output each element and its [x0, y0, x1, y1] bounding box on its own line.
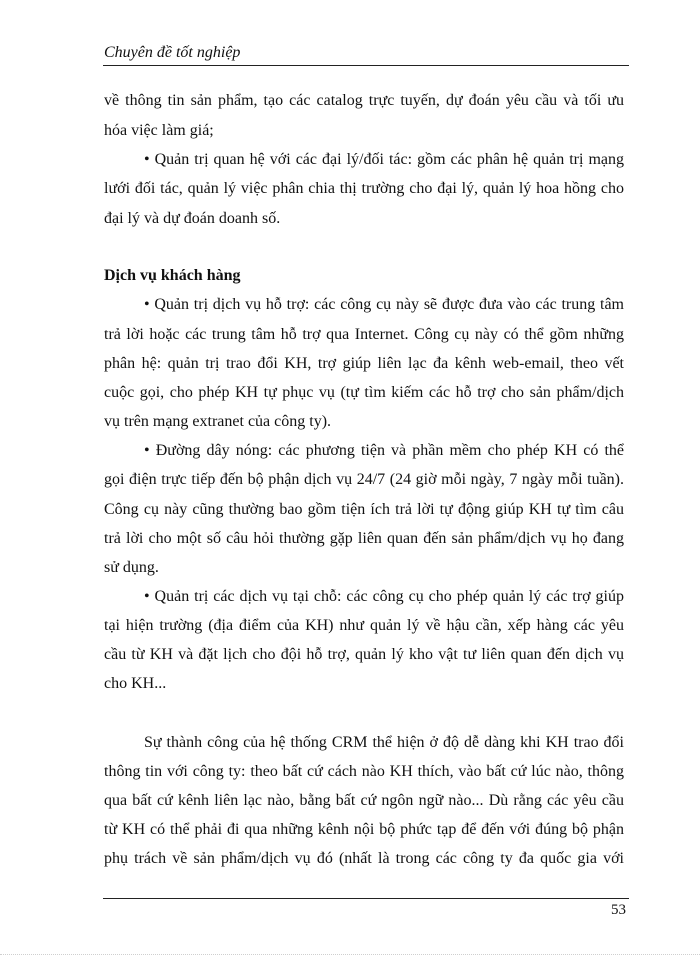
body-line: qua bất cứ kênh liên lạc nào, bằng bất cứ ngôn ngữ nào... Dù rằng các yêu cầu: [104, 792, 624, 809]
body-line: cầu từ KH và đặt lịch cho đội hỗ trợ, quản lý kho vật tư liên quan đến dịch vụ: [104, 646, 624, 663]
body-line: lưới đối tác, quản lý việc phân chia thị trường cho đại lý, quản lý hoa hồng cho: [104, 180, 624, 197]
body-line: tại hiện trường (địa điểm của KH) như quản lý về hậu cần, xếp hàng các yêu: [104, 617, 624, 634]
running-header: Chuyên đề tốt nghiệp: [104, 44, 241, 61]
body-line: gọi điện trực tiếp đến bộ phận dịch vụ 24/7 (24 giờ mỗi ngày, 7 ngày mỗi tuần).: [104, 471, 624, 488]
body-line: Công cụ này cũng thường bao gồm tiện ích trả lời tự động giúp KH tự tìm câu: [104, 501, 624, 518]
bullet-item-hotline: • Đường dây nóng: các phương tiện và phần mềm cho phép KH có thể: [144, 442, 624, 459]
footer-divider: [103, 898, 629, 899]
body-line: trả lời cho một số câu hỏi thường gặp liên quan đến sản phẩm/dịch vụ họ đang: [104, 530, 624, 547]
header-divider: [103, 65, 629, 66]
bullet-item-support: • Quản trị dịch vụ hỗ trợ: các công cụ này sẽ được đưa vào các trung tâm: [144, 296, 624, 313]
body-line: thông tin với công ty: theo bất cứ cách nào KH thích, vào bất cứ lúc nào, thông: [104, 763, 624, 780]
bullet-item-resellers: • Quản trị quan hệ với các đại lý/đối tác: gồm các phân hệ quản trị mạng: [144, 151, 624, 168]
body-line: đại lý và dự đoán doanh số.: [104, 210, 281, 227]
page-edge-divider: [0, 954, 700, 955]
body-line: hóa việc làm giá;: [104, 122, 214, 139]
body-line: về thông tin sản phẩm, tạo các catalog trực tuyến, dự đoán yêu cầu và tối ưu: [104, 92, 624, 109]
body-line: trả lời hoặc các trung tâm hỗ trợ qua Internet. Công cụ này có thể gồm những: [104, 326, 624, 343]
section-heading: Dịch vụ khách hàng: [104, 267, 241, 284]
page-number: 53: [611, 902, 626, 918]
bullet-item-onsite: • Quản trị các dịch vụ tại chỗ: các công cụ cho phép quản lý các trợ giúp: [144, 588, 624, 605]
body-line: vụ trên mạng extranet của công ty).: [104, 413, 332, 430]
body-line: phân hệ: quản trị trao đổi KH, trợ giúp liên lạc đa kênh web-email, theo vết: [104, 355, 624, 372]
body-line: sử dụng.: [104, 559, 159, 576]
body-line: cuộc gọi, cho phép KH tự phục vụ (tự tìm kiếm các hỗ trợ cho sản phẩm/dịch: [104, 384, 624, 401]
body-line: từ KH có thể phải đi qua những kênh nội bộ phức tạp để đến với đúng bộ phận: [104, 821, 624, 838]
paragraph-first-line: Sự thành công của hệ thống CRM thể hiện ở độ dễ dàng khi KH trao đổi: [144, 734, 624, 751]
body-line: cho KH...: [104, 675, 167, 692]
body-line: phụ trách về sản phẩm/dịch vụ đó (nhất là trong các công ty đa quốc gia với: [104, 850, 624, 867]
